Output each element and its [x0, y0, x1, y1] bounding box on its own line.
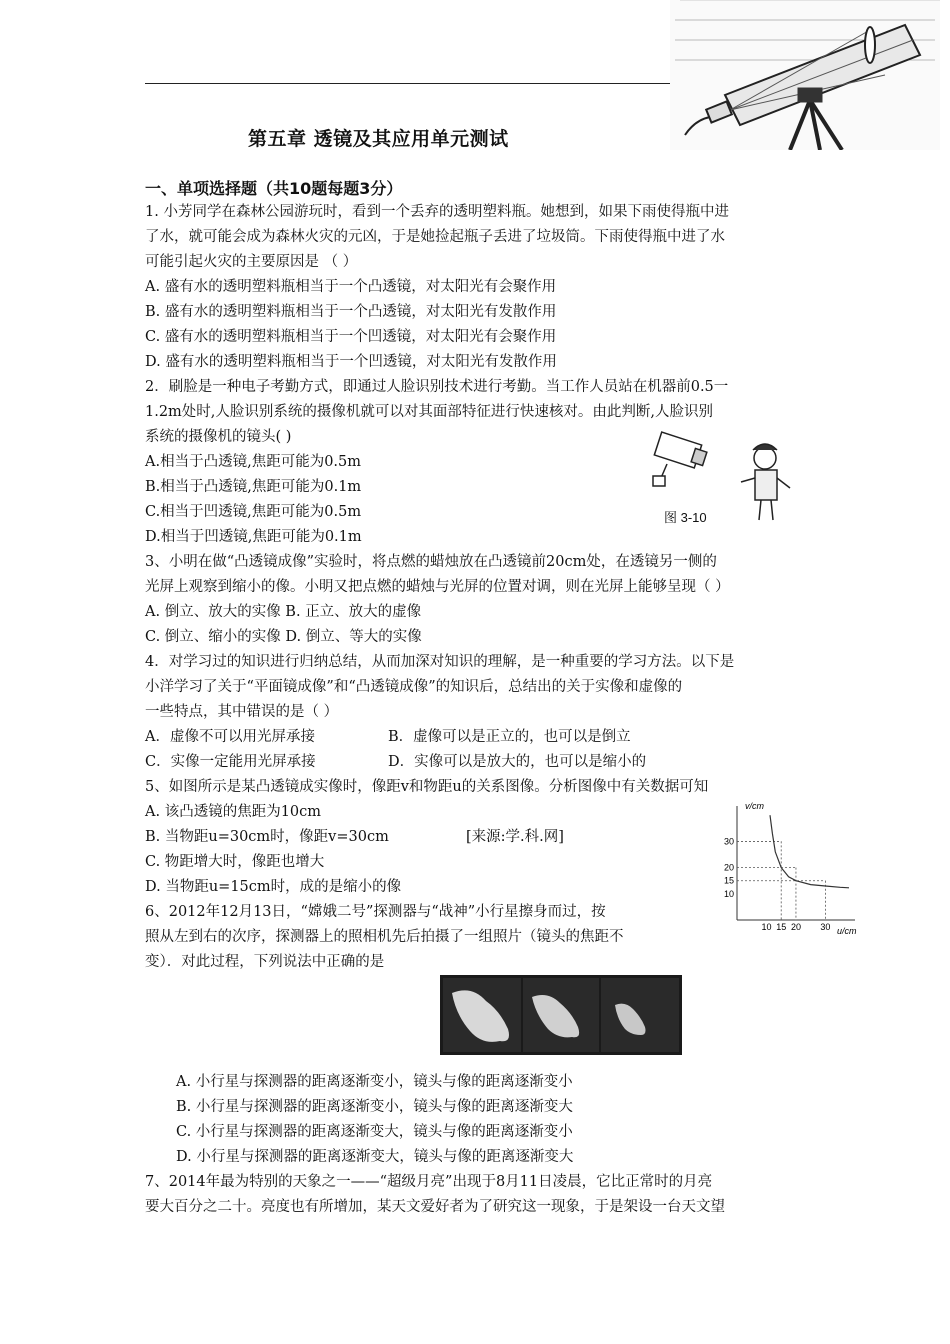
- image-distance-chart: [715, 795, 865, 940]
- chart-series-line: [770, 815, 849, 888]
- q5-line: 5、如图所示是某凸透镜成实像时，像距v和物距u的关系图像。分析图像中有关数据可知: [145, 779, 709, 795]
- chart-y-label: v/cm: [745, 801, 764, 811]
- q6-line: 6、2012年12月13日，“嫦娥二号”探测器与“战神”小行星擦身而过，按: [145, 904, 606, 920]
- q5-option-a: A. 该凸透镜的焦距为10cm: [145, 804, 322, 820]
- q2-option-d: D.相当于凹透镜,焦距可能为0.1m: [145, 529, 362, 545]
- q3-option-cd: C. 倒立、缩小的实像 D. 倒立、等大的实像: [145, 629, 422, 645]
- q4-option-a: A．虚像不可以用光屏承接: [145, 729, 315, 745]
- q5-option-c: C. 物距增大时，像距也增大: [145, 854, 325, 870]
- chart-y-tick-label: 20: [723, 862, 734, 873]
- chart-x-tick-label: 15: [776, 922, 787, 932]
- q1-line: 了水，就可能会成为森林火灾的元凶，于是她捡起瓶子丢进了垃圾筒。下雨使得瓶中进了水: [145, 229, 725, 245]
- q7-line: 要大百分之二十。亮度也有所增加，某天文爱好者为了研究这一现象，于是架设一台天文望: [145, 1199, 725, 1215]
- q1-line: 可能引起火灾的主要原因是 （ ）: [145, 254, 358, 270]
- chart-x-tick-label: 30: [820, 922, 831, 932]
- telescope-illustration: [670, 0, 940, 150]
- q2-option-a: A.相当于凸透镜,焦距可能为0.5m: [145, 454, 361, 470]
- q2-option-c: C.相当于凹透镜,焦距可能为0.5m: [145, 504, 362, 520]
- chart-x-tick-label: 20: [790, 922, 801, 932]
- q1-option-b: B. 盛有水的透明塑料瓶相当于一个凸透镜，对太阳光有发散作用: [145, 304, 557, 320]
- chart-x-tick-label: 10: [761, 922, 772, 932]
- q1-line: 1. 小芳同学在森林公园游玩时，看到一个丢弃的透明塑料瓶。她想到，如果下雨使得瓶中进: [145, 204, 729, 220]
- q2-option-b: B.相当于凸透镜,焦距可能为0.1m: [145, 479, 362, 495]
- q6-option-a: A. 小行星与探测器的距离逐渐变小，镜头与像的距离逐渐变小: [176, 1074, 573, 1090]
- q6-line: 照从左到右的次序，探测器上的照相机先后拍摄了一组照片（镜头的焦距不: [145, 929, 624, 945]
- q2-line: 1.2m处时,人脸识别系统的摄像机就可以对其面部特征进行快速核对。由此判断,人脸识别: [145, 404, 714, 420]
- q1-option-a: A. 盛有水的透明塑料瓶相当于一个凸透镜，对太阳光有会聚作用: [145, 279, 557, 295]
- q3-line: 光屏上观察到缩小的像。小明又把点燃的蜡烛与光屏的位置对调，则在光屏上能够呈现（ ）: [145, 579, 730, 595]
- q5-option-d: D. 当物距u=15cm时，成的是缩小的像: [145, 879, 402, 895]
- q4-line: 4．对学习过的知识进行归纳总结，从而加深对知识的理解，是一种重要的学习方法。以下是: [145, 654, 735, 670]
- source-note: [来源:学.科.网]: [466, 829, 564, 845]
- page-title: 第五章 透镜及其应用单元测试: [248, 128, 509, 150]
- q4-line: 小洋学习了关于“平面镜成像”和“凸透镜成像”的知识后，总结出的关于实像和虚像的: [145, 679, 683, 695]
- q3-line: 3、小明在做“凸透镜成像”实验时，将点燃的蜡烛放在凸透镜前20cm处，在透镜另一侧的: [145, 554, 717, 570]
- q6-line: 变）．对此过程，下列说法中正确的是: [145, 954, 385, 970]
- chart-y-tick-label: 30: [723, 836, 734, 847]
- q4-option-c: C．实像一定能用光屏承接: [145, 754, 316, 770]
- header-rule: [145, 83, 670, 84]
- q3-option-ab: A. 倒立、放大的实像 B. 正立、放大的虚像: [145, 604, 422, 620]
- q6-option-c: C. 小行星与探测器的距离逐渐变大，镜头与像的距离逐渐变小: [176, 1124, 573, 1140]
- chart-y-tick-label: 10: [723, 888, 734, 899]
- q1-option-c: C. 盛有水的透明塑料瓶相当于一个凹透镜，对太阳光有会聚作用: [145, 329, 557, 345]
- asteroid-photos: [440, 975, 682, 1055]
- q7-line: 7、2014年最为特别的天象之一——“超级月亮”出现于8月11日凌晨，它比正常时的月亮: [145, 1174, 713, 1190]
- q2-line: 系统的摄像机的镜头( ): [145, 429, 292, 445]
- chart-y-tick-label: 15: [723, 875, 734, 886]
- q6-option-d: D. 小行星与探测器的距离逐渐变大，镜头与像的距离逐渐变大: [176, 1149, 574, 1165]
- q2-line: 2．刷脸是一种电子考勤方式，即通过人脸识别技术进行考勤。当工作人员站在机器前0.5一: [145, 379, 729, 395]
- q6-option-b: B. 小行星与探测器的距离逐渐变小，镜头与像的距离逐渐变大: [176, 1099, 573, 1115]
- q4-option-d: D．实像可以是放大的，也可以是缩小的: [388, 754, 647, 770]
- section-heading: 一、单项选择题（共10题每题3分）: [145, 179, 403, 198]
- q4-line: 一些特点，其中错误的是（ ）: [145, 704, 339, 720]
- q4-option-b: B．虚像可以是正立的，也可以是倒立: [388, 729, 631, 745]
- chart-x-label: u/cm: [837, 926, 857, 936]
- q1-option-d: D. 盛有水的透明塑料瓶相当于一个凹透镜，对太阳光有发散作用: [145, 354, 557, 370]
- figure-caption: 图 3-10: [664, 510, 707, 525]
- q5-option-b: B. 当物距u=30cm时，像距v=30cm: [145, 829, 389, 845]
